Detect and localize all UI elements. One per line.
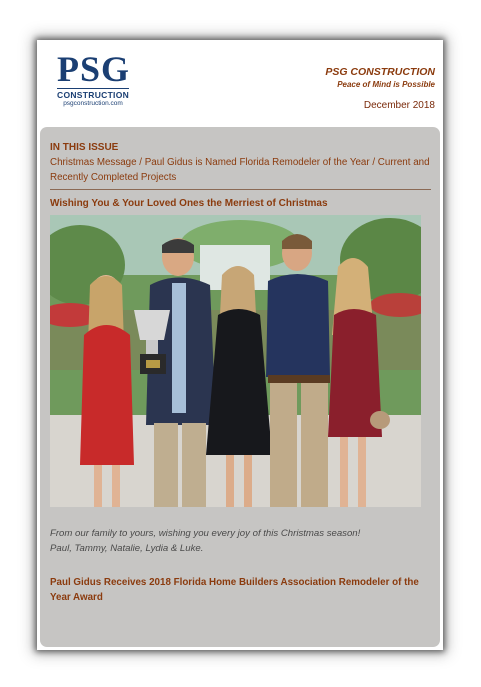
logo-subtitle: CONSTRUCTION: [57, 90, 130, 100]
photo-caption: [50, 526, 434, 556]
logo-wordmark: PSG: [57, 49, 131, 89]
in-this-issue-text: Christmas Message / Paul Gidus is Named Florida Remodeler of the Year / Current and Recently Completed Projects: [50, 157, 430, 183]
caption-line-1: From our family to yours, wishing you every joy of this Christmas season!: [50, 528, 361, 539]
section-divider: [50, 189, 431, 190]
award-article-title[interactable]: Paul Gidus Receives 2018 Florida Home Builders Association Remodeler of the Year Award: [50, 577, 419, 603]
newsletter-content-panel: [40, 127, 440, 647]
company-tagline: Peace of Mind is Possible: [337, 80, 435, 89]
in-this-issue-heading: IN THIS ISSUE: [50, 142, 119, 153]
caption-line-2: Paul, Tammy, Natalie, Lydia & Luke.: [50, 543, 204, 554]
company-name: PSG CONSTRUCTION: [325, 66, 435, 78]
logo-url: psgconstruction.com: [63, 100, 123, 107]
family-photo[interactable]: [50, 215, 421, 507]
psg-logo[interactable]: [57, 51, 129, 107]
christmas-section-title: Wishing You & Your Loved Ones the Merriest of Christmas: [50, 198, 328, 209]
issue-date: December 2018: [363, 100, 435, 111]
newsletter-page: [37, 40, 443, 650]
